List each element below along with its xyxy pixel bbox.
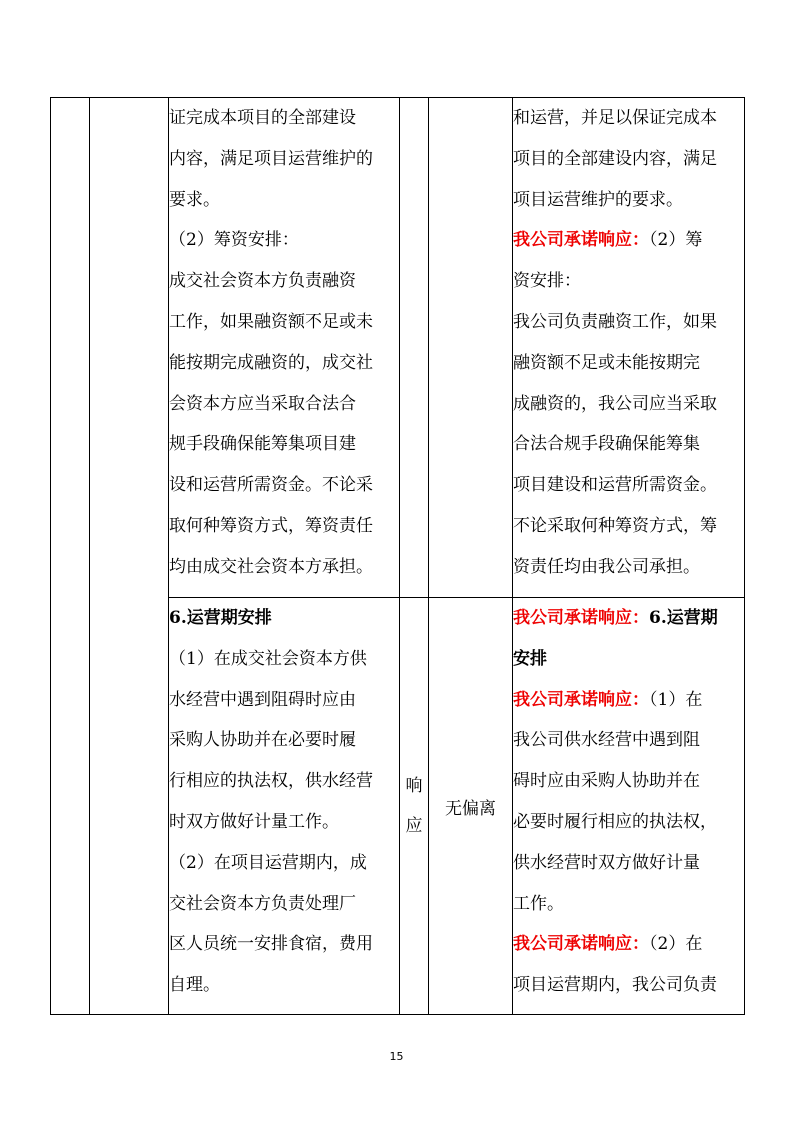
commitment-label: 我公司承诺响应： xyxy=(513,230,649,251)
text-line: 采购人协助并在必要时履 xyxy=(169,730,356,751)
text-line: 均由成交社会资本方承担。 xyxy=(169,556,373,577)
text-line: 行相应的执法权，供水经营 xyxy=(169,771,373,792)
text-line: 我公司供水经营中遇到阻 xyxy=(513,730,700,751)
text-line: 项目运营维护的要求。 xyxy=(513,189,683,210)
text-line: 时双方做好计量工作。 xyxy=(169,811,339,832)
item-cell xyxy=(90,98,169,1015)
text-line: 融资额不足或未能按期完 xyxy=(513,352,700,373)
text-line: 碍时应由采购人协助并在 xyxy=(513,771,700,792)
reply-text xyxy=(513,98,744,588)
response-char: 应 xyxy=(405,816,423,836)
text-line: 工作，如果融资额不足或未 xyxy=(169,311,373,332)
reply-cell xyxy=(513,98,745,598)
text-line: （2）在项目运营期内，成 xyxy=(169,852,367,873)
requirement-text xyxy=(169,98,399,588)
text-line: 要求。 xyxy=(169,189,220,210)
text-line: 内容，满足项目运营维护的 xyxy=(169,148,373,169)
text-line: 必要时履行相应的执法权， xyxy=(513,811,717,832)
text-line: 供水经营时双方做好计量 xyxy=(513,852,700,873)
commitment-label: 我公司承诺响应： xyxy=(513,608,649,628)
text-line: 交社会资本方负责处理厂 xyxy=(169,893,356,914)
text-line: （1）在成交社会资本方供 xyxy=(169,648,367,669)
text-line: 水经营中遇到阻碍时应由 xyxy=(169,689,356,710)
text-line: 设和运营所需资金。不论采 xyxy=(169,475,373,496)
text-line: 和运营，并足以保证完成本 xyxy=(513,108,717,128)
text-line: 能按期完成融资的，成交社 xyxy=(169,352,373,373)
text-line: 自理。 xyxy=(169,975,220,996)
index-cell xyxy=(51,98,90,1015)
text-line: 项目运营期内，我公司负责 xyxy=(513,975,717,996)
text-line: 我公司承诺响应：6.运营期 xyxy=(513,608,718,628)
requirement-text xyxy=(169,598,399,1006)
deviation-text: 无偏离 xyxy=(445,798,496,819)
response-cell-empty xyxy=(400,98,429,598)
section-heading: 6.运营期安排 xyxy=(169,608,272,628)
deviation-cell xyxy=(429,598,513,1015)
deviation-cell-empty xyxy=(429,98,513,598)
text-line: 项目的全部建设内容，满足 xyxy=(513,148,717,169)
text-line: 资安排： xyxy=(513,271,581,292)
text-line: 会资本方应当采取合法合 xyxy=(169,393,356,414)
text-line: 成融资的，我公司应当采取 xyxy=(513,393,717,414)
text-line: 我公司承诺响应：（1）在 xyxy=(513,689,703,710)
text-line: （2）筹资安排： xyxy=(169,230,299,251)
text-line: 安排 xyxy=(513,648,547,669)
reply-text xyxy=(513,598,744,1006)
table-row xyxy=(51,98,745,598)
text-line: 规手段确保能筹集项目建 xyxy=(169,434,356,455)
text-line: 取何种筹资方式，筹资责任 xyxy=(169,515,373,536)
requirement-cell xyxy=(169,598,400,1015)
text-line: 我公司负责融资工作，如果 xyxy=(513,311,717,332)
text-line: 成交社会资本方负责融资 xyxy=(169,271,356,292)
text-line: 不论采取何种筹资方式，筹 xyxy=(513,515,717,536)
response-cell xyxy=(400,598,429,1015)
response-table xyxy=(50,97,745,1015)
commitment-label: 我公司承诺响应： xyxy=(513,934,649,955)
commitment-label: 我公司承诺响应： xyxy=(513,689,649,710)
reply-cell xyxy=(513,598,745,1015)
requirement-cell xyxy=(169,98,400,598)
text-line: 合法合规手段确保能筹集 xyxy=(513,434,700,455)
response-char: 响 xyxy=(405,776,423,796)
page-number: 15 xyxy=(389,1050,404,1063)
text-line: 区人员统一安排食宿，费用 xyxy=(169,934,373,955)
text-line: 证完成本项目的全部建设 xyxy=(169,108,356,128)
text-line: 我公司承诺响应：（2）在 xyxy=(513,934,703,955)
text-line: 项目建设和运营所需资金。 xyxy=(513,475,717,496)
text-line: 我公司承诺响应：（2）筹 xyxy=(513,230,703,251)
text-line: 工作。 xyxy=(513,893,564,914)
text-line: 资责任均由我公司承担。 xyxy=(513,556,700,577)
